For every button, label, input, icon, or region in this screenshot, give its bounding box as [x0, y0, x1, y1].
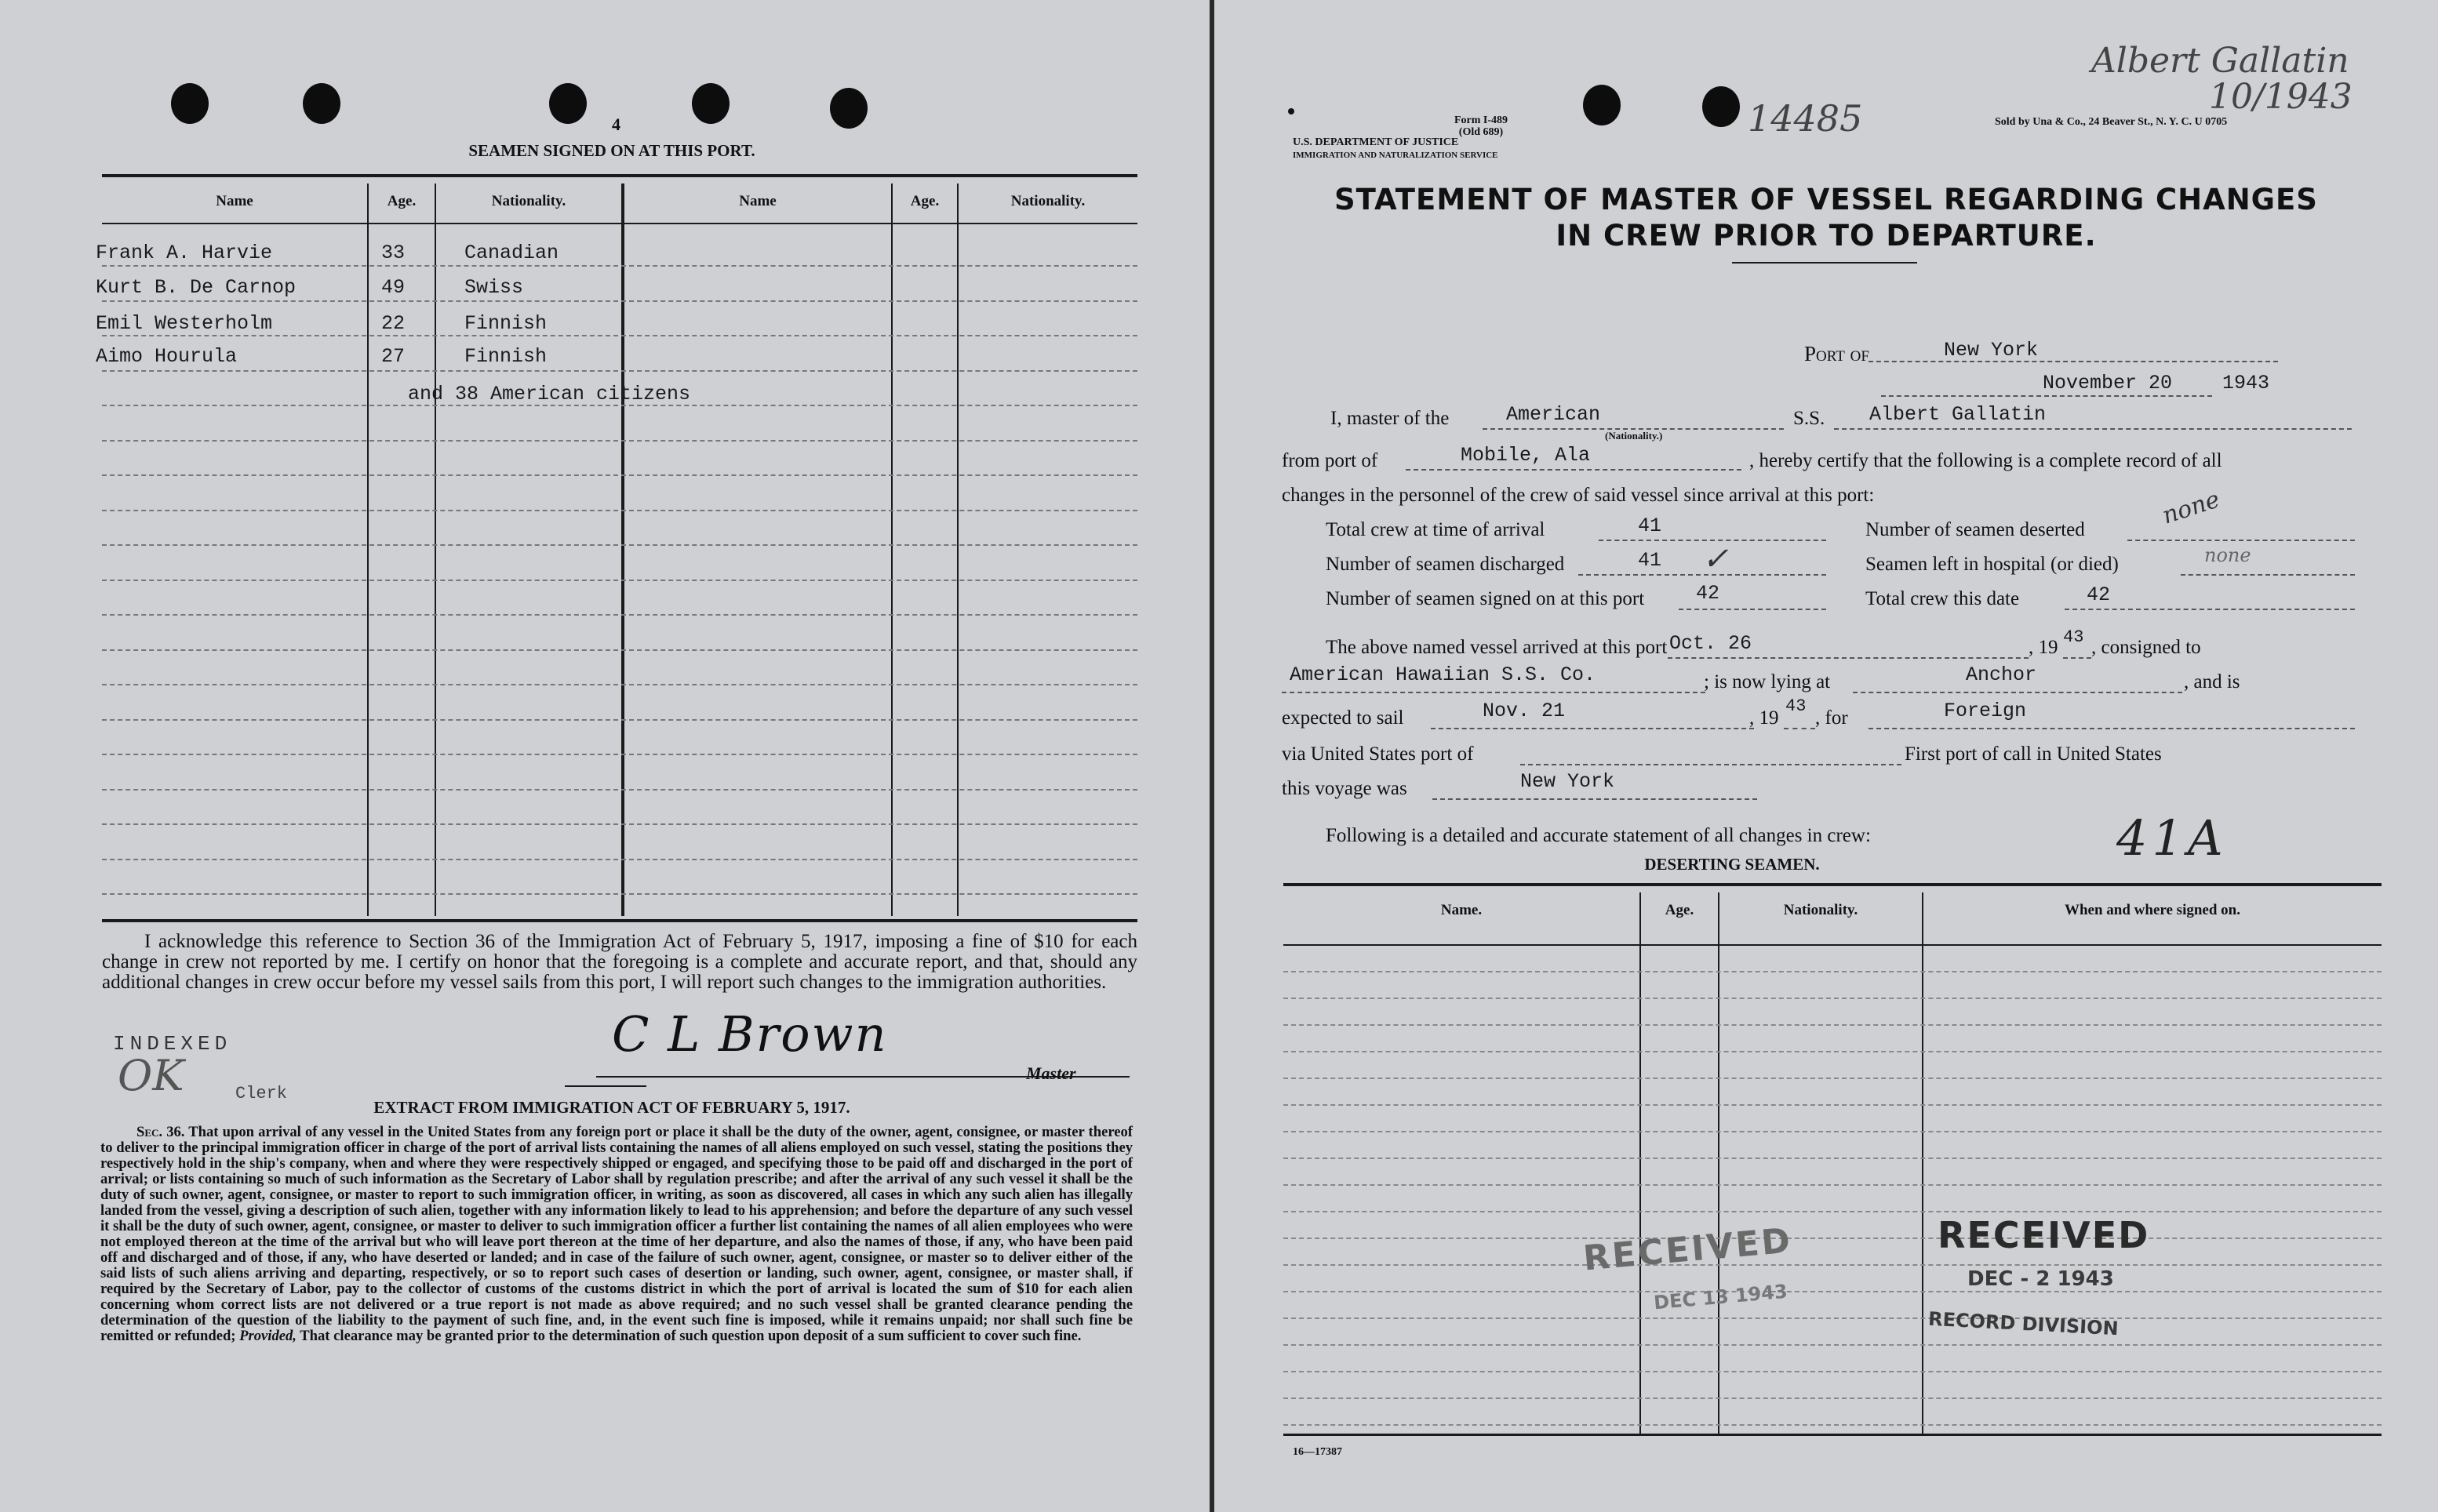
row-rule — [102, 580, 1137, 581]
total-crew-date-line — [2065, 609, 2355, 610]
row-rule — [1283, 998, 2382, 999]
handwritten-vessel-name: Albert Gallatin — [2091, 41, 2349, 81]
form-old-number: (Old 689) — [1458, 126, 1504, 138]
via-line — [1520, 764, 1901, 765]
handwritten-code: 41A — [2116, 809, 2228, 867]
proviso-text: That clearance may be granted prior to the determination of such question upon deposit of a sum sufficient to cover such fine. — [300, 1328, 1082, 1344]
voyage-line — [1432, 798, 1757, 800]
deserted-value: none — [2159, 485, 2224, 530]
row-rule — [1283, 1024, 2382, 1026]
row-rule — [1283, 1344, 2382, 1346]
crew-name: Kurt B. De Carnop — [96, 276, 297, 299]
row-rule — [1283, 1398, 2382, 1399]
row-rule — [1283, 1318, 2382, 1319]
expected-value: Nov. 21 — [1483, 700, 1566, 722]
crew-nationality: Finnish — [464, 345, 548, 368]
crew-age: 49 — [381, 276, 406, 299]
arrived-year-line — [2063, 657, 2091, 659]
desert-table-top — [1283, 883, 2382, 886]
row-rule — [102, 789, 1137, 791]
page-number: 4 — [612, 114, 620, 134]
date-line — [1881, 395, 2212, 397]
desert-col-divider — [1922, 892, 1923, 1434]
total-crew-arrival-label: Total crew at time of arrival — [1326, 519, 1545, 540]
row-rule — [102, 893, 1137, 895]
row-rule — [102, 719, 1137, 721]
discharged-value: 41 — [1638, 549, 1662, 572]
crew-nationality: Swiss — [464, 276, 524, 299]
master-signature: C L Brown — [612, 1005, 888, 1063]
desert-col-divider — [1718, 892, 1719, 1434]
table-bottom-rule — [102, 919, 1137, 922]
desert-header-nationality: Nationality. — [1783, 902, 1858, 918]
desert-header-age: Age. — [1665, 902, 1694, 918]
hospital-value: none — [2204, 544, 2251, 566]
printer-credit: Sold by Una & Co., 24 Beaver St., N. Y. C. U 0705 — [1995, 116, 2228, 128]
from-port-value: Mobile, Ala — [1461, 444, 1591, 467]
arrived-year: 43 — [2063, 627, 2084, 647]
col-header-age: Age. — [387, 193, 417, 209]
punch-hole — [171, 83, 209, 124]
row-rule — [102, 370, 1137, 372]
row-rule — [102, 300, 1137, 302]
voyage-value: New York — [1520, 770, 1615, 793]
certify-text: , hereby certify that the following is a complete record of all — [1749, 450, 2222, 471]
vessel-value: Albert Gallatin — [1869, 403, 2047, 426]
clerk-initials: OK — [118, 1051, 184, 1100]
col-header-name: Name — [216, 193, 253, 209]
row-rule — [102, 265, 1137, 267]
hospital-label: Seamen left in hospital (or died) — [1865, 554, 2119, 575]
row-rule — [1283, 1131, 2382, 1132]
deserted-label: Number of seamen deserted — [1865, 519, 2085, 540]
master-label: Master — [1026, 1063, 1076, 1083]
deserted-line — [2127, 540, 2355, 541]
year-value: 1943 — [2222, 372, 2270, 394]
crew-age: 22 — [381, 312, 406, 335]
crew-age: 27 — [381, 345, 406, 368]
desert-header-signed-on: When and where signed on. — [2064, 902, 2240, 918]
and-is-label: , and is — [2184, 671, 2240, 692]
row-rule — [102, 544, 1137, 546]
check-mark: ✓ — [1702, 541, 1729, 577]
consignee-value: American Hawaiian S.S. Co. — [1290, 663, 1596, 686]
row-rule — [102, 474, 1137, 476]
row-rule — [1283, 1078, 2382, 1079]
row-rule — [102, 510, 1137, 511]
consigned-label: , consigned to — [2091, 637, 2201, 658]
row-rule — [1283, 1424, 2382, 1426]
right-page — [1214, 0, 2438, 1512]
nationality-value: American — [1506, 403, 1601, 426]
row-rule — [102, 754, 1137, 755]
sail-year-prefix: , 19 — [1749, 707, 1779, 729]
crew-age: 33 — [381, 242, 406, 264]
row-rule — [1283, 971, 2382, 972]
col-divider — [891, 184, 893, 916]
col-header-nationality: Nationality. — [1010, 193, 1086, 209]
via-label: via United States port of — [1282, 743, 1474, 765]
sail-year: 43 — [1785, 696, 1807, 716]
received-stamp: RECEIVED — [1938, 1214, 2150, 1256]
row-rule — [102, 440, 1137, 442]
acknowledgement-text: I acknowledge this reference to Section 36 of the Immigration Act of February 5, 1917, imposing a fine of $10 for each change in crew not reported by me. I certify on honor that the foregoing is a complete and accurate report, and that, should any additional changes in crew occur before my vessel sails from this port, I will report such changes to the immigration authorities. — [102, 931, 1137, 993]
col-header-age: Age. — [910, 193, 940, 209]
form-header — [1395, 114, 1567, 138]
from-port-label: from port of — [1282, 450, 1378, 471]
service: IMMIGRATION AND NATURALIZATION SERVICE — [1293, 151, 1498, 160]
from-port-line — [1406, 469, 1741, 471]
section-body: That upon arrival of any vessel in the United States from any foreign port or place it shall be the duty of the owner, agent, consignee, or master thereof to deliver to the principal immigration officer in charge of the port of arrival lists containing the names of all aliens employed on such vessel, stating the positions they respectively hold in the ship's company, when and where they were respectively shipped or engaged, and specifying those to be paid off and discharged in the port of arrival; or lists containing so much of such information as the Secretary of Labor shall by regulation prescribe; and after the arrival of any such vessel it shall be the duty of such owner, agent, consignee, or master to report to such immigration officer, in writing, as soon as discovered, all cases in which any such alien has illegally landed from the vessel, giving a description of such alien, together with any information likely to lead to his apprehension; and before the departure of any such vessel it shall be the duty of such owner, agent, consignee, or master to deliver to such immigration officer a further list containing the names of all alien employees who were not employed thereon at the time of the arrival but who will leave port thereon at the time of her departure, and also the names of those, if any, who have been paid off and discharged and of those, if any, who have deserted or landed; and in case of the failure of such owner, agent, consignee, or master so to deliver either of the said lists of such aliens arriving and departing, respectively, or so to report such cases of desertion or landing, such owner, agent, consignee, or master shall, if required by the Secretary of Labor, pay to the collector of customs of the customs district in which the port of arrival is located the sum of $10 for each alien concerning whom correct lists are not delivered or a true report is not made as above required; and no such vessel shall be granted clearance pending the determination of the question of the liability to the payment of such fine, and, in the event such fine is imposed, while it remains unpaid; nor shall such fine be remitted or refunded; — [100, 1124, 1133, 1344]
received-stamp-faded: RECEIVED — [1581, 1220, 1795, 1279]
punch-hole — [303, 83, 340, 124]
date-value: November 20 — [2043, 372, 2173, 394]
vessel-line — [1834, 428, 2352, 430]
crew-name: Frank A. Harvie — [96, 242, 273, 264]
crew-nationality: Canadian — [464, 242, 559, 264]
row-rule — [102, 684, 1137, 685]
department: U.S. DEPARTMENT OF JUSTICE — [1293, 136, 1459, 148]
row-rule — [1283, 1051, 2382, 1052]
master-of-label: I, master of the — [1330, 408, 1450, 429]
port-label: Port of — [1804, 342, 1869, 365]
signed-on-value: 42 — [1696, 582, 1720, 605]
signed-on-label: Number of seamen signed on at this port — [1326, 588, 1645, 609]
row-rule — [1283, 1158, 2382, 1159]
header-rule — [102, 223, 1137, 224]
desert-header-name: Name. — [1440, 902, 1483, 918]
proviso-label: Provided, — [239, 1328, 297, 1344]
crew-nationality: Finnish — [464, 312, 548, 335]
changes-text: changes in the personnel of the crew of said vessel since arrival at this port: — [1282, 485, 1875, 506]
clerk-label: Clerk — [235, 1084, 288, 1103]
left-page — [0, 0, 1210, 1512]
title-line-2: IN CREW PRIOR TO DEPARTURE. — [1556, 219, 2097, 253]
for-line — [1869, 728, 2355, 729]
row-rule — [1283, 1291, 2382, 1292]
for-value: Foreign — [1944, 700, 2027, 722]
lying-value: Anchor — [1966, 663, 2037, 686]
section-label: Sec. 36. — [136, 1124, 185, 1140]
divider — [565, 1085, 646, 1087]
lying-label: ; is now lying at — [1704, 671, 1831, 692]
punch-hole — [549, 83, 587, 124]
col-divider — [435, 184, 436, 916]
arrived-value: Oct. 26 — [1669, 632, 1752, 655]
desert-col-divider — [1639, 892, 1641, 1434]
signed-on-line — [1679, 609, 1826, 610]
port-value: New York — [1944, 339, 2039, 362]
expected-line — [1431, 728, 1754, 729]
section-36-text — [100, 1125, 1133, 1344]
row-rule — [1283, 1104, 2382, 1106]
received-date-faded: DEC 13 1943 — [1653, 1280, 1788, 1314]
table-title: SEAMEN SIGNED ON AT THIS PORT. — [468, 141, 755, 160]
discharged-label: Number of seamen discharged — [1326, 554, 1565, 575]
col-divider — [621, 184, 624, 916]
received-date: DEC - 2 1943 — [1967, 1267, 2114, 1291]
extract-title: EXTRACT FROM IMMIGRATION ACT OF FEBRUARY 5, 1917. — [373, 1098, 850, 1117]
row-rule — [1283, 1264, 2382, 1266]
ss-label: S.S. — [1793, 408, 1825, 429]
table-top-rule — [102, 174, 1137, 177]
arrived-label: The above named vessel arrived at this port — [1326, 637, 1668, 658]
lying-line — [1853, 692, 2182, 693]
following-text: Following is a detailed and accurate statement of all changes in crew: — [1326, 825, 1871, 846]
file-number: 14485 — [1748, 97, 1863, 140]
row-rule — [1283, 1211, 2382, 1212]
row-rule — [102, 859, 1137, 860]
row-rule — [102, 614, 1137, 616]
col-divider — [367, 184, 369, 916]
total-crew-date-label: Total crew this date — [1865, 588, 2020, 609]
consignee-line — [1282, 692, 1705, 693]
department-header — [1293, 136, 1498, 162]
punch-hole — [830, 88, 868, 129]
desert-table-bottom — [1283, 1434, 2382, 1436]
total-crew-arrival-value: 41 — [1638, 514, 1662, 537]
american-citizens-note: and 38 American citizens — [408, 383, 691, 405]
nationality-caption: (Nationality.) — [1605, 430, 1663, 442]
row-rule — [1283, 1238, 2382, 1239]
title-line-1: STATEMENT OF MASTER OF VESSEL REGARDING CHANGES — [1334, 183, 2318, 216]
voyage-label: this voyage was — [1282, 778, 1407, 799]
punch-hole — [1702, 86, 1740, 127]
col-header-name: Name — [739, 193, 777, 209]
port-line — [1869, 361, 2278, 362]
crew-name: Aimo Hourula — [96, 345, 238, 368]
punch-hole — [1583, 85, 1621, 125]
sail-year-line — [1784, 728, 1815, 729]
row-rule — [102, 649, 1137, 651]
form-title — [1277, 182, 2375, 254]
deserting-title: DESERTING SEAMEN. — [1644, 855, 1820, 874]
arrived-year-prefix: , 19 — [2029, 637, 2058, 658]
col-header-nationality: Nationality. — [491, 193, 566, 209]
footer-code: 16—17387 — [1293, 1446, 1342, 1458]
row-rule — [102, 335, 1137, 336]
arrived-line — [1668, 657, 2029, 659]
row-rule — [102, 823, 1137, 825]
col-divider — [957, 184, 959, 916]
record-division-stamp: RECORD DIVISION — [1927, 1307, 2120, 1340]
hospital-line — [2181, 574, 2355, 576]
handwritten-date: 10/1943 — [2209, 77, 2352, 117]
for-label: , for — [1815, 707, 1848, 729]
desert-header-rule — [1283, 944, 2382, 946]
dot — [1288, 108, 1294, 114]
indexed-stamp: INDEXED — [113, 1032, 232, 1056]
expected-label: expected to sail — [1282, 707, 1404, 729]
title-underline — [1732, 262, 1917, 264]
crew-name: Emil Westerholm — [96, 312, 273, 335]
row-rule — [1283, 1184, 2382, 1186]
total-crew-date-value: 42 — [2087, 583, 2111, 606]
row-rule — [1283, 1371, 2382, 1372]
first-port-label: First port of call in United States — [1905, 743, 2162, 765]
punch-hole — [692, 83, 730, 124]
form-number: Form I-489 — [1454, 114, 1508, 126]
